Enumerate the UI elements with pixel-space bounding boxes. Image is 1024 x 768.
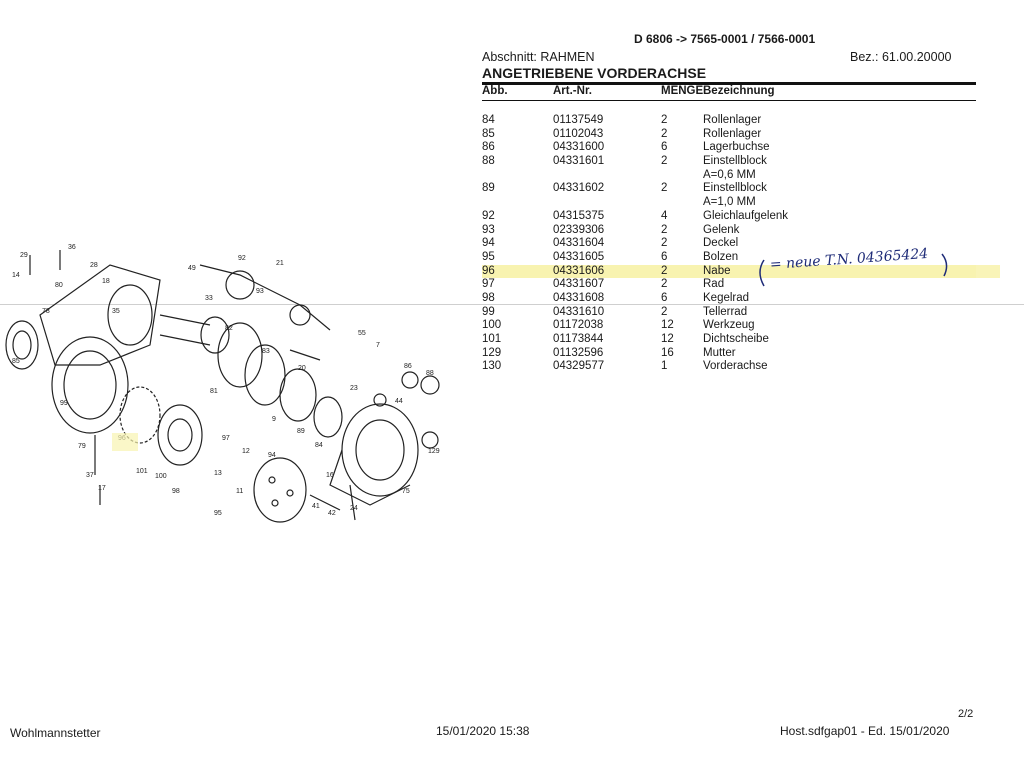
cell-bezeichnung-detail: A=0,6 MM: [703, 168, 756, 181]
callout-label: 20: [298, 365, 306, 372]
cell-bezeichnung: Deckel: [703, 237, 739, 250]
cell-art: 04329577: [553, 360, 605, 373]
cell-menge: 2: [661, 237, 668, 250]
callout-label: 88: [426, 370, 434, 377]
bez-number: Bez.: 61.00.20000: [850, 50, 952, 64]
cell-art: 04331607: [553, 278, 605, 291]
cell-menge: 4: [661, 209, 668, 222]
cell-menge: 6: [661, 291, 668, 304]
cell-menge: 6: [661, 250, 668, 263]
cell-abb: 99: [482, 305, 495, 318]
table-row: [482, 347, 976, 361]
cell-art: 04331600: [553, 141, 605, 154]
cell-menge: 2: [661, 127, 668, 140]
knuckle-housing: [40, 265, 160, 365]
cell-menge: 16: [661, 346, 674, 359]
callout-label: 29: [20, 252, 28, 259]
callout-label: 18: [102, 278, 110, 285]
table-row: [482, 292, 976, 306]
callout-label: 81: [210, 388, 218, 395]
callout-label: 35: [112, 308, 120, 315]
callout-label: 97: [222, 435, 230, 442]
callout-label: 94: [268, 452, 276, 459]
cell-art: 01137549: [553, 114, 604, 126]
cell-abb: 94: [482, 237, 495, 250]
callout-label: 92: [238, 255, 246, 262]
cell-art: 04331605: [553, 250, 605, 263]
cell-abb: 86: [482, 141, 495, 154]
parts-table: [482, 114, 976, 374]
cell-menge: 2: [661, 182, 668, 195]
cell-abb: 84: [482, 114, 495, 126]
cell-bezeichnung: Einstellblock: [703, 182, 767, 195]
cell-bezeichnung: Gelenk: [703, 223, 740, 236]
callout-label: 37: [86, 472, 94, 479]
cell-abb: 88: [482, 155, 495, 168]
callout-label: 11: [236, 488, 244, 495]
callout-label: 17: [98, 485, 106, 492]
exploded-parts-diagram: [0, 235, 450, 545]
cell-bezeichnung-detail: A=1,0 MM: [703, 196, 756, 209]
cell-bezeichnung: Lagerbuchse: [703, 141, 770, 154]
callout-label: 99: [60, 400, 68, 407]
footer-author: Wohlmannstetter: [10, 726, 101, 740]
callout-label: 75: [402, 488, 410, 495]
cell-bezeichnung: Gleichlaufgelenk: [703, 209, 789, 222]
table-header: [482, 85, 976, 100]
cell-bezeichnung: Nabe: [703, 264, 731, 277]
col-art: Art.-Nr.: [553, 85, 592, 97]
cell-bezeichnung: Rollenlager: [703, 127, 762, 140]
footer-host: Host.sdfgap01 - Ed. 15/01/2020: [780, 724, 950, 738]
page-title: ANGETRIEBENE VORDERACHSE: [482, 65, 707, 81]
callout-label: 85: [12, 358, 20, 365]
callout-label: 44: [395, 398, 403, 405]
callout-label: 78: [42, 308, 50, 315]
callout-label: 7: [376, 342, 380, 349]
cell-art: 01172038: [553, 319, 604, 332]
callout-label: 83: [262, 348, 270, 355]
callout-label: 24: [350, 505, 358, 512]
table-row: [482, 141, 976, 155]
callout-label: 13: [214, 470, 222, 477]
cell-menge: 2: [661, 305, 668, 318]
col-abb: Abb.: [482, 85, 508, 97]
callout-label: 21: [276, 260, 284, 267]
cell-bezeichnung: Bolzen: [703, 250, 739, 263]
table-row: [482, 333, 976, 347]
hub-carrier: [342, 404, 418, 496]
cell-bezeichnung: Vorderachse: [703, 360, 768, 373]
header-underline: [482, 100, 976, 101]
cell-abb: 92: [482, 209, 495, 222]
callout-label: 41: [312, 503, 320, 510]
cell-bezeichnung: Rollenlager: [703, 114, 762, 126]
cell-art: 04331608: [553, 291, 605, 304]
cell-art: 04331601: [553, 155, 605, 168]
cell-bezeichnung: Rad: [703, 278, 725, 291]
cell-menge: 2: [661, 114, 668, 126]
callout-label: 12: [242, 448, 250, 455]
callout-label: 42: [328, 510, 336, 517]
callout-label: 84: [315, 442, 323, 449]
callout-label: 16: [326, 472, 334, 479]
callout-label: 28: [90, 262, 98, 269]
callout-label: 89: [297, 428, 305, 435]
cell-abb: 101: [482, 333, 502, 346]
cell-abb: 100: [482, 319, 502, 332]
cell-art: 01132596: [553, 346, 604, 359]
cell-bezeichnung: Kegelrad: [703, 291, 750, 304]
cell-menge: 12: [661, 333, 674, 346]
footer-timestamp: 15/01/2020 15:38: [436, 724, 530, 738]
callout-label: 36: [68, 244, 76, 251]
page-number: 2/2: [958, 708, 974, 720]
section-label: Abschnitt: RAHMEN: [482, 50, 595, 64]
table-row: [482, 128, 976, 142]
cell-abb: 89: [482, 182, 495, 195]
cell-abb: 129: [482, 346, 502, 359]
cell-art: 04315375: [553, 209, 605, 222]
handwritten-note: [750, 245, 955, 292]
cell-art: 02339306: [553, 223, 605, 236]
cell-menge: 2: [661, 278, 668, 291]
cell-abb: 130: [482, 360, 502, 373]
cell-bezeichnung: Einstellblock: [703, 155, 767, 168]
cell-art: 01102043: [553, 127, 604, 140]
col-bezeichnung: Bezeichnung: [703, 85, 775, 97]
cell-menge: 1: [661, 360, 668, 373]
cell-bezeichnung: Werkzeug: [703, 319, 755, 332]
table-row: [482, 210, 976, 224]
callout-label: 129: [428, 448, 440, 455]
callout-label: 98: [172, 488, 180, 495]
callout-label: 79: [78, 443, 86, 450]
cell-bezeichnung: Mutter: [703, 346, 736, 359]
cell-abb: 96: [482, 264, 495, 277]
table-row: [482, 306, 976, 320]
callout-label: 14: [12, 272, 20, 279]
callout-label: 33: [205, 295, 213, 302]
callout-label: 82: [225, 325, 233, 332]
callout-label: 86: [404, 363, 412, 370]
cell-bezeichnung: Tellerrad: [703, 305, 748, 318]
cell-abb: 98: [482, 291, 495, 304]
table-row: [482, 360, 976, 374]
table-row: [482, 224, 976, 238]
callout-label: 49: [188, 265, 196, 272]
table-row: [482, 182, 976, 209]
callout-label: 23: [350, 385, 358, 392]
callout-label: 100: [155, 473, 167, 480]
callout-label: 9: [272, 416, 276, 423]
cell-abb: 93: [482, 223, 495, 236]
handwritten-text: = neue T.N. 04365424: [769, 245, 929, 273]
drive-shaft: [200, 265, 330, 330]
bearing-ring: [6, 321, 38, 369]
cell-art: 04331604: [553, 237, 605, 250]
cell-art: 01173844: [553, 333, 604, 346]
cell-abb: 95: [482, 250, 495, 263]
document-id: D 6806 -> 7565-0001 / 7566-0001: [634, 32, 816, 46]
table-row: [482, 319, 976, 333]
cell-art: 04331606: [553, 264, 605, 277]
cell-menge: 2: [661, 223, 668, 236]
flange: [254, 458, 306, 522]
cell-menge: 12: [661, 319, 674, 332]
cell-art: 04331602: [553, 182, 605, 195]
callout-label: 93: [256, 288, 264, 295]
callout-label: 80: [55, 282, 63, 289]
callout-label: 95: [214, 510, 222, 517]
cell-abb: 85: [482, 127, 495, 140]
cell-abb: 97: [482, 278, 495, 291]
cell-bezeichnung: Dichtscheibe: [703, 333, 769, 346]
cell-menge: 2: [661, 155, 668, 168]
table-row: [482, 114, 976, 128]
callout-label: 101: [136, 468, 148, 475]
seal-ring: [218, 323, 262, 387]
cell-art: 04331610: [553, 305, 605, 318]
cell-menge: 6: [661, 141, 668, 154]
cell-menge: 2: [661, 264, 668, 277]
table-row: [482, 155, 976, 182]
col-menge: MENGE: [661, 85, 704, 97]
callout-label: 55: [358, 330, 366, 337]
